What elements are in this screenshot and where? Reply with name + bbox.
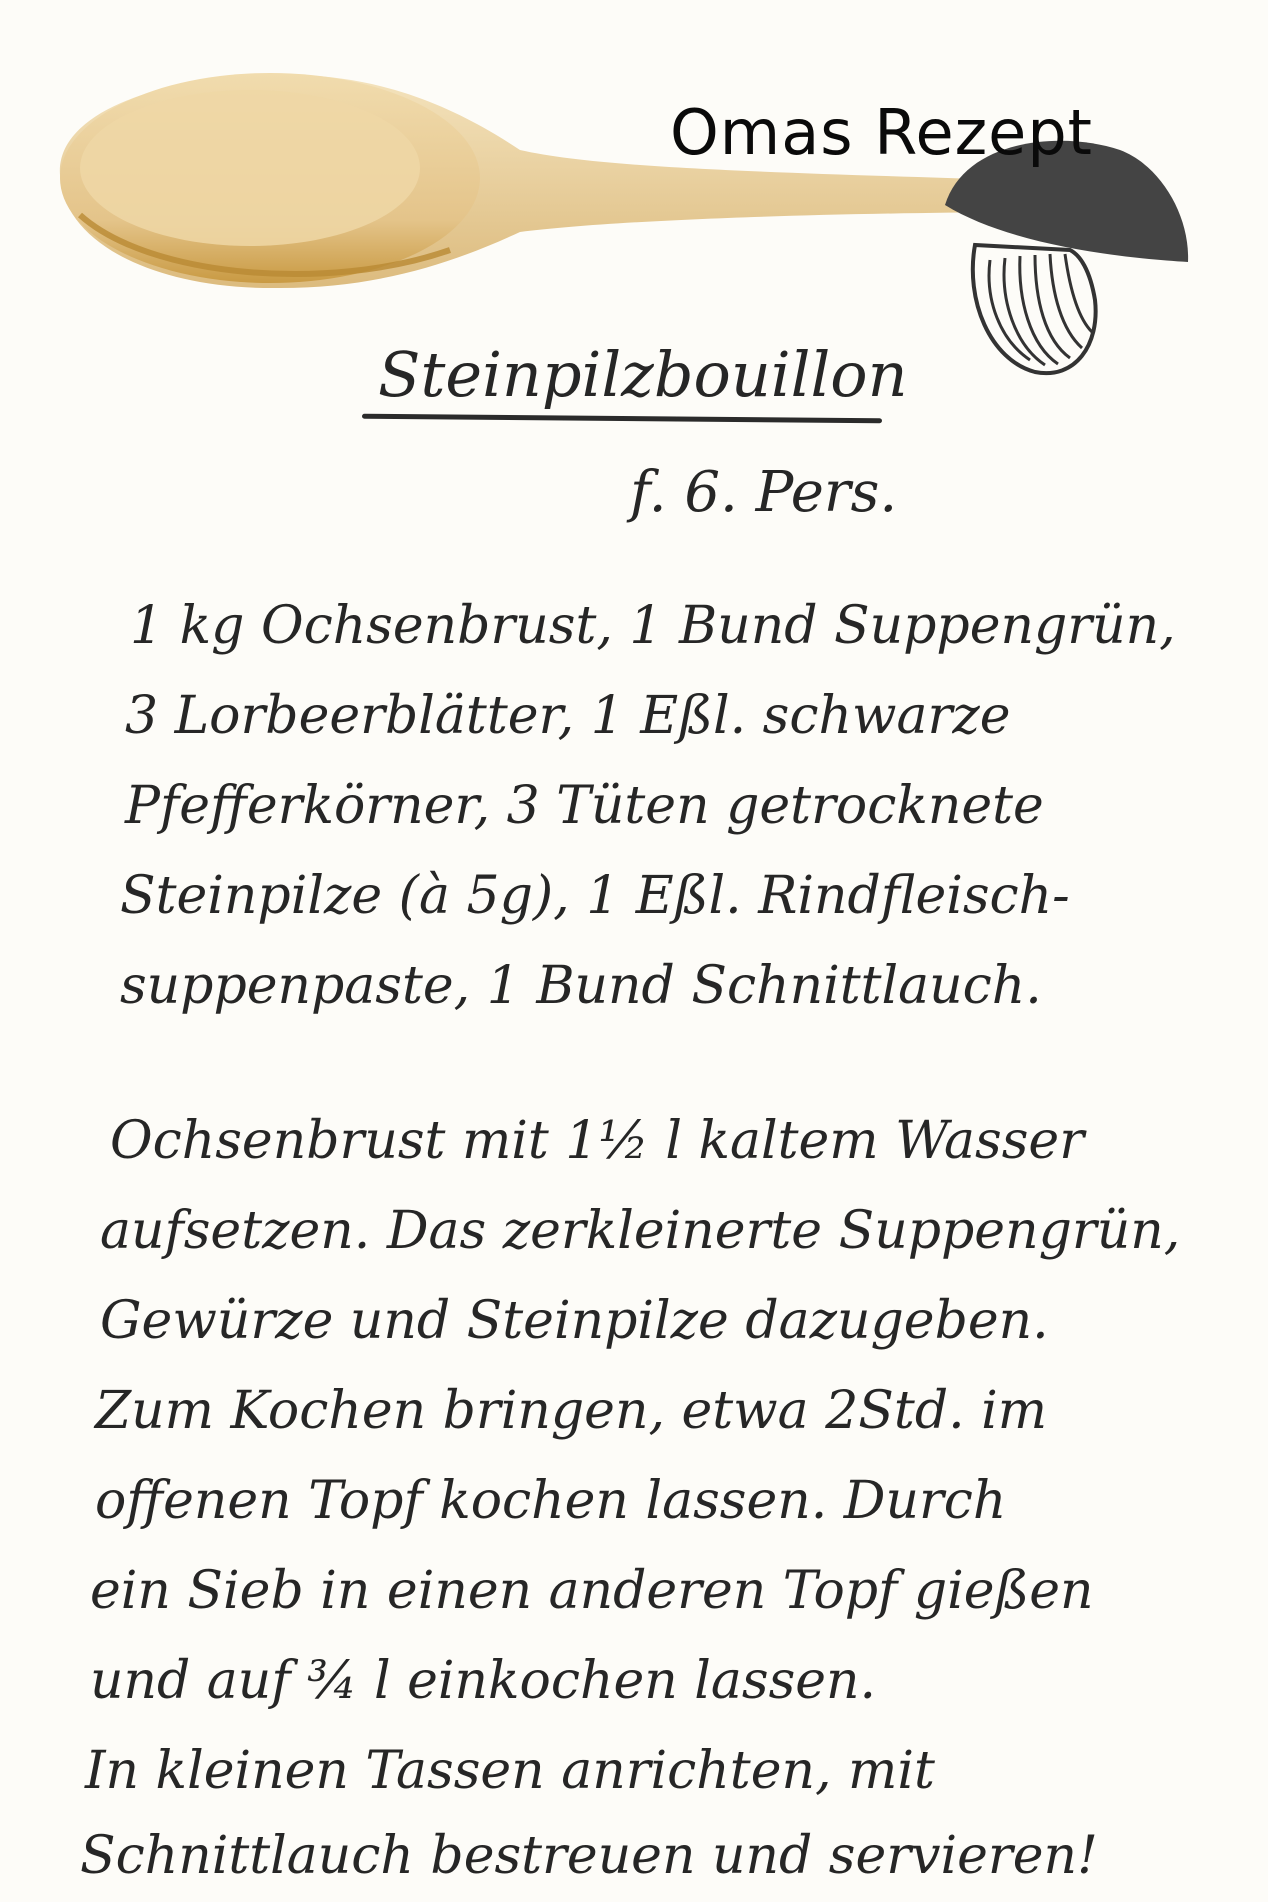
ingredient-line: 1 kg Ochsenbrust, 1 Bund Suppengrün, xyxy=(130,596,1176,656)
instruction-line: Schnittlauch bestreuen und servieren! xyxy=(80,1826,1098,1886)
instruction-line: Zum Kochen bringen, etwa 2Std. im xyxy=(95,1381,1048,1441)
instruction-line: In kleinen Tassen anrichten, mit xyxy=(85,1741,935,1801)
ingredient-line: Steinpilze (à 5g), 1 Eßl. Rindfleisch- xyxy=(120,866,1070,926)
instruction-line: offenen Topf kochen lassen. Durch xyxy=(95,1471,1007,1531)
instruction-line: Ochsenbrust mit 1½ l kaltem Wasser xyxy=(110,1111,1085,1171)
instruction-line: und auf ¾ l einkochen lassen. xyxy=(90,1651,877,1711)
ingredient-line: suppenpaste, 1 Bund Schnittlauch. xyxy=(120,956,1042,1016)
brand-title: Omas Rezept xyxy=(670,96,1093,169)
servings-note: f. 6. Pers. xyxy=(630,460,898,525)
ingredient-line: 3 Lorbeerblätter, 1 Eßl. schwarze xyxy=(125,686,1011,746)
instruction-line: aufsetzen. Das zerkleinerte Suppengrün, xyxy=(100,1201,1181,1261)
mushroom-icon xyxy=(945,141,1188,373)
recipe-title: Steinpilzbouillon xyxy=(378,338,908,411)
instruction-line: ein Sieb in einen anderen Topf gießen xyxy=(90,1561,1094,1621)
instruction-line: Gewürze und Steinpilze dazugeben. xyxy=(100,1291,1049,1351)
ingredient-line: Pfefferkörner, 3 Tüten getrocknete xyxy=(125,776,1044,836)
